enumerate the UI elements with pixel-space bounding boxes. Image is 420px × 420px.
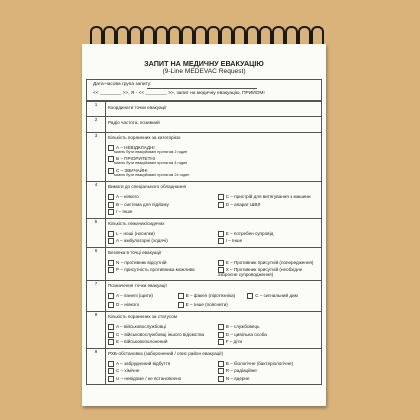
option-label: I – Інше: [225, 238, 243, 244]
row-content: [106, 281, 322, 312]
checkbox-option[interactable]: [218, 339, 319, 345]
option-label: E – Противник присутній (попередження): [225, 259, 314, 265]
checkbox-option[interactable]: [218, 376, 319, 382]
option-columns: [108, 258, 319, 279]
option-label: I – Інше: [116, 209, 133, 215]
checkbox-option[interactable]: [218, 368, 319, 374]
option-label: C – пристрій для витягування з машини: [225, 194, 311, 200]
checkbox-option[interactable]: [108, 324, 209, 330]
checkbox[interactable]: [108, 324, 114, 330]
row-label: Позначення точки евакуації: [108, 283, 167, 289]
category-note: мають бути евакуйовані протягом 2 годин: [114, 149, 188, 154]
checkbox-option[interactable]: [108, 231, 209, 237]
checkbox[interactable]: [108, 293, 114, 299]
row-content: [106, 247, 322, 281]
checkbox[interactable]: [218, 332, 224, 338]
checkbox-option[interactable]: [108, 260, 209, 266]
checkbox[interactable]: [108, 194, 114, 200]
checkbox[interactable]: [108, 238, 114, 244]
row-number: 3: [87, 132, 106, 181]
checkbox[interactable]: [218, 324, 224, 330]
option-label: P – присутність противника можлива: [116, 267, 195, 273]
option-label: F – діти: [225, 339, 243, 345]
option-label: R – радіаційне: [225, 368, 257, 374]
row-label: Вимоги до спеціального обладнання: [108, 183, 187, 189]
checkbox-option[interactable]: [218, 361, 319, 367]
checkbox[interactable]: [218, 339, 224, 345]
checkbox[interactable]: [247, 293, 253, 299]
form-row: [87, 218, 322, 247]
options-left: [108, 258, 209, 279]
row-content: [106, 218, 322, 247]
checkbox-option[interactable]: [218, 202, 319, 208]
option-label: N – противник відсутній: [116, 259, 167, 265]
options-right: [218, 323, 319, 347]
category-label: А – НЕВІДКЛАДНІ: [116, 144, 155, 150]
header-line-1: Дата-часова група запиту:: [93, 81, 152, 87]
form-subtitle: (9-Line MEDEVAC Request): [162, 68, 246, 76]
options-left: [108, 193, 209, 217]
checkbox-option[interactable]: [108, 209, 209, 215]
options-right: [218, 193, 319, 217]
checkbox-option[interactable]: [178, 302, 248, 308]
checkbox[interactable]: [218, 368, 224, 374]
category-option: [108, 168, 319, 178]
row-content: [106, 311, 322, 348]
option-label: C – сигнальний дим: [255, 293, 298, 299]
checkbox[interactable]: [218, 202, 224, 208]
checkbox-option[interactable]: [218, 267, 319, 278]
checkbox[interactable]: [108, 231, 114, 237]
checkbox[interactable]: [218, 194, 224, 200]
row-label: Кількість поранених за статусом: [108, 313, 177, 319]
marking-options: [108, 292, 319, 310]
checkbox[interactable]: [218, 376, 224, 382]
row-number: 5: [87, 218, 106, 247]
options-left: [108, 229, 209, 246]
category-option: [108, 145, 319, 155]
checkbox-option[interactable]: [218, 194, 319, 200]
option-label: U – невідоме / не встановлено: [116, 375, 182, 381]
option-label: B – система для підйому: [116, 201, 169, 207]
row-content: [106, 101, 322, 117]
category-label: В – ПРІОРИТЕТНІ: [116, 156, 156, 162]
option-label: D – цивільна особа: [225, 331, 267, 337]
form-table: [86, 101, 322, 385]
option-label: A – військовослужбовці: [116, 324, 166, 330]
checkbox[interactable]: [108, 260, 114, 266]
row-content: [106, 348, 322, 385]
row-label: Безпека в точці евакуації: [108, 249, 162, 255]
checkbox[interactable]: [108, 209, 114, 215]
checkbox-option[interactable]: [178, 293, 248, 299]
checkbox-option[interactable]: [218, 231, 319, 237]
checkbox[interactable]: [108, 339, 114, 345]
checkbox[interactable]: [178, 302, 184, 308]
checkbox-option[interactable]: [218, 238, 319, 244]
checkbox[interactable]: [108, 368, 114, 374]
checkbox[interactable]: [218, 238, 224, 244]
row-label: Координати точки евакуації: [108, 104, 167, 110]
checkbox-option[interactable]: [108, 302, 178, 308]
checkbox-option[interactable]: [218, 332, 319, 338]
option-label: A – ніякого: [116, 194, 139, 200]
form-header-block: [86, 79, 322, 101]
form-row: [87, 181, 322, 218]
row-number: 8: [87, 311, 106, 348]
options-right: [218, 258, 319, 279]
row-label: Радіо частота, позивний: [108, 120, 160, 126]
category-label: C – ЗВИЧАЙНІ: [116, 168, 148, 174]
options-left: [108, 323, 209, 347]
row-content: [106, 117, 322, 133]
checkbox-option[interactable]: [218, 324, 319, 330]
checkbox[interactable]: [108, 361, 114, 367]
row-label: Кількість поранених за категорією: [108, 134, 181, 140]
checkbox[interactable]: [108, 267, 114, 273]
option-columns: [108, 323, 319, 347]
form-row: [87, 348, 322, 385]
option-label: D – апарат ШВЛ: [225, 201, 261, 207]
row-number: 9: [87, 348, 106, 385]
checkbox-option[interactable]: [108, 202, 209, 208]
row-label: Кількість лежачих/сидячих: [108, 220, 165, 226]
option-label: E – Інше (пояснити): [185, 302, 228, 308]
option-columns: [108, 229, 319, 246]
form-row: [87, 311, 322, 348]
checkbox-option[interactable]: [108, 361, 209, 367]
option-label: B – біологічне (бактеріологічне): [225, 360, 294, 366]
options-right: [218, 359, 319, 383]
form-row: [87, 117, 322, 133]
checkbox-option[interactable]: [108, 376, 209, 382]
checkbox[interactable]: [218, 260, 224, 266]
checkbox-option[interactable]: [108, 368, 209, 374]
row-content: [106, 181, 322, 218]
checkbox[interactable]: [108, 302, 114, 308]
row-number: 7: [87, 281, 106, 312]
form-row: [87, 101, 322, 117]
option-label: N – ядерне: [225, 375, 250, 381]
row-number: 4: [87, 181, 106, 218]
checkbox-option[interactable]: [247, 293, 317, 299]
medevac-form: [86, 52, 322, 385]
options-right: [218, 229, 319, 246]
row-number: 2: [87, 117, 106, 133]
category-note: мають бути евакуйовані протягом 24 годин: [114, 173, 190, 178]
category-option: [108, 156, 319, 166]
option-label: B – службовець: [225, 324, 260, 330]
checkbox-option[interactable]: [108, 293, 178, 299]
checkbox[interactable]: [108, 332, 114, 338]
category-note: мають бути евакуйовані протягом 4 годин: [114, 161, 188, 166]
checkbox[interactable]: [218, 361, 224, 367]
option-label: A – забруднений відбуття: [116, 360, 171, 366]
option-label: D – ніякого: [116, 302, 140, 308]
checkbox-option[interactable]: [108, 194, 209, 200]
checkbox-option[interactable]: [108, 238, 209, 244]
checkbox-option[interactable]: [108, 339, 209, 345]
form-row: [87, 247, 322, 281]
form-title: ЗАПИТ НА МЕДИЧНУ ЕВАКУАЦІЮ: [144, 59, 264, 68]
checkbox[interactable]: [108, 202, 114, 208]
option-label: E – військовополонений: [116, 339, 168, 345]
option-label: L – ноші (носилки): [116, 230, 155, 236]
option-label: C – військовослужбовці іншого відомства: [116, 331, 205, 337]
form-row: [87, 281, 322, 312]
option-columns: [108, 193, 319, 217]
checkbox[interactable]: [178, 293, 184, 299]
row-label: РХБ-обстановка (заборонений / опис район евакуації): [108, 350, 224, 356]
header-line-1-blank: [147, 88, 257, 89]
form-row: [87, 132, 322, 181]
header-line-2: << ________ >>, Я - << ________ >>, запит на медичну евакуацію, ПРИЙОМ!: [93, 90, 265, 96]
checkbox[interactable]: [108, 376, 114, 382]
checkbox-option[interactable]: [108, 267, 209, 273]
row-number: 1: [87, 101, 106, 117]
option-label: A – панелі (щити): [116, 293, 153, 299]
options-left: [108, 359, 209, 383]
row-content: [106, 132, 322, 181]
option-label: C – хімічне: [116, 368, 140, 374]
option-label: B – факел (піротехніка): [185, 293, 236, 299]
checkbox-option[interactable]: [218, 260, 319, 266]
option-label: A – амбулаторні (ходячі): [116, 238, 168, 244]
option-label: E – потребен супровід: [225, 230, 274, 236]
row-number: 6: [87, 247, 106, 281]
option-columns: [108, 359, 319, 383]
option-label: X – Противник присутній (необхідне озброєне супроводження): [217, 267, 303, 278]
checkbox-option[interactable]: [108, 332, 209, 338]
checkbox[interactable]: [218, 231, 224, 237]
